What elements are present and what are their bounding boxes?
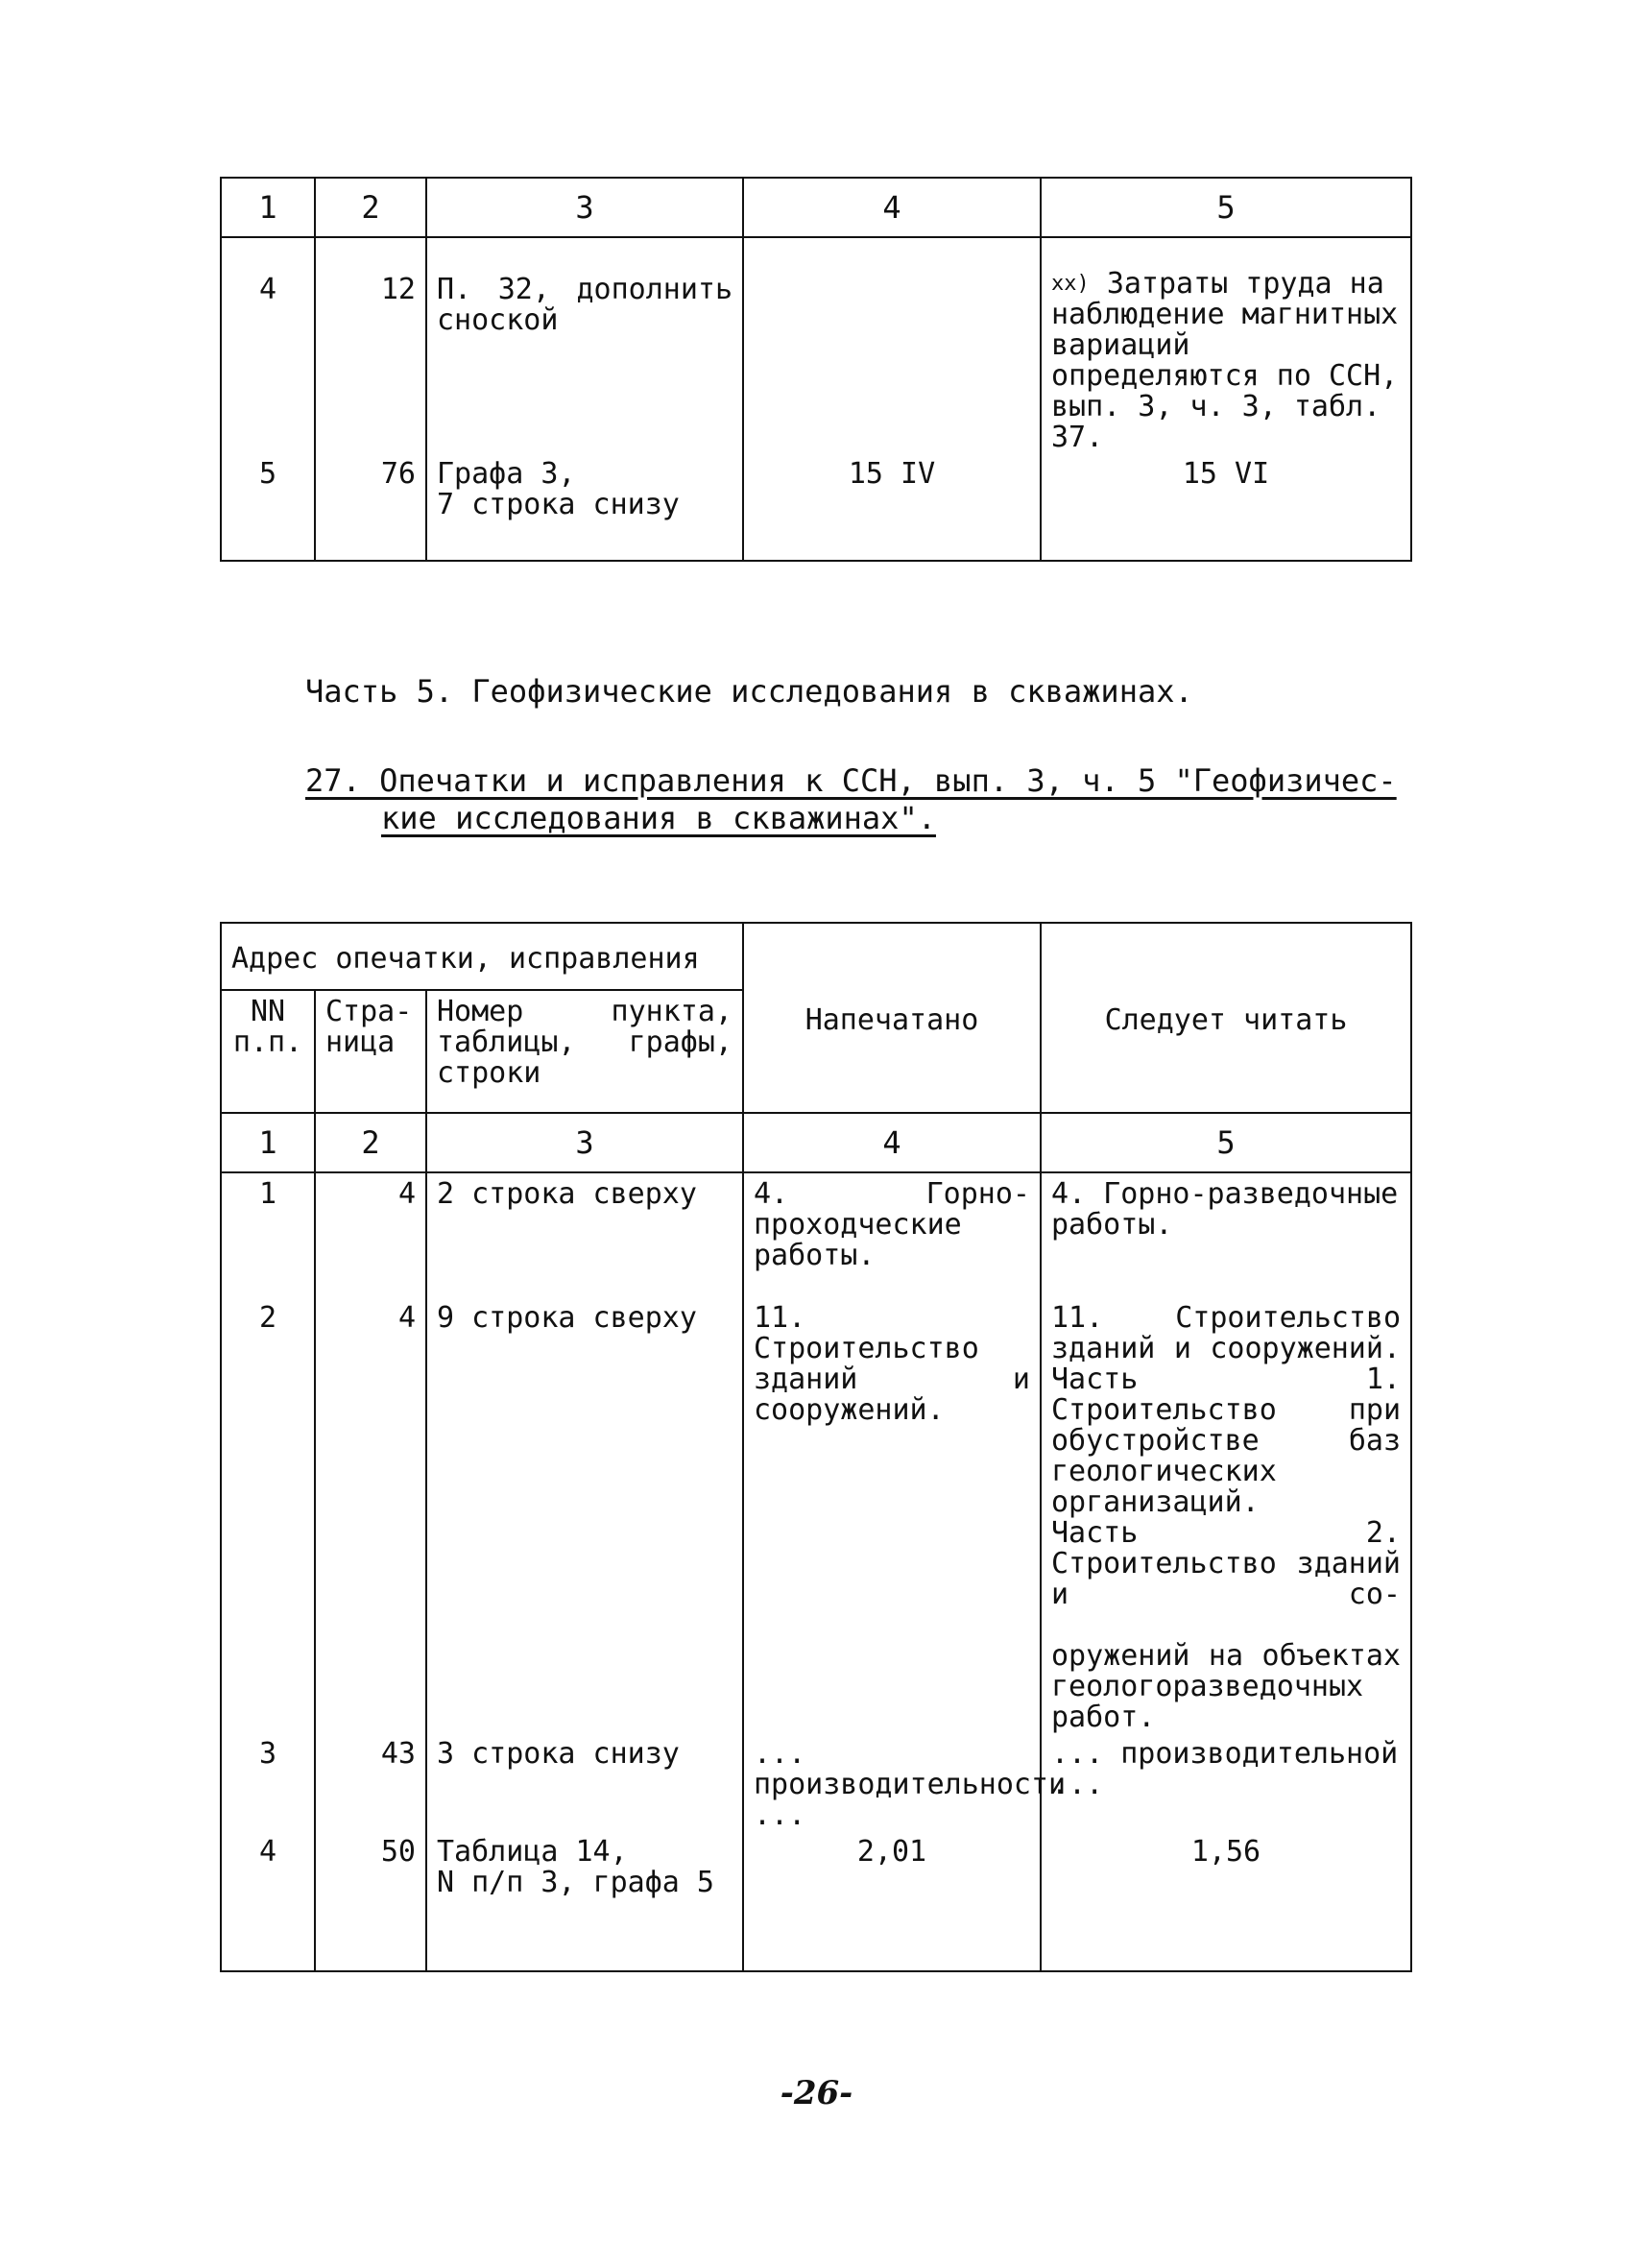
row-correct-text: Затраты труда на наблюдение магнитных вариаций определяются по ССН, вып. 3, ч. 3, табл. 37. [1051,267,1399,454]
address-header: Адрес опечатки, исправления [221,923,743,990]
col-number-4: 4 [743,1113,1041,1172]
row-page: 12 [315,237,426,453]
row-page: 76 [315,453,426,561]
errata-table [220,922,1412,1972]
table-row [221,237,1411,453]
row-address: П. 32, дополнить сноской [426,237,743,453]
row-address [426,1831,743,1971]
table-row [221,1733,1411,1831]
row-address: 9 строка сверху [426,1297,743,1733]
row-correct-d: оружений на объектах геологоразведочных работ. [1051,1639,1401,1734]
row-correct-b: Часть 1. Строительство при обустройстве баз геологических организаций. [1051,1363,1401,1519]
col-number-5: 5 [1041,1113,1411,1172]
table-row [221,453,1411,561]
row-address-line-2: N п/п 3, графа 5 [437,1866,714,1899]
row-correct [1041,1297,1411,1733]
errata-table-continuation [220,177,1412,562]
col-number-4: 4 [743,178,1041,237]
footnote-mark: xx) [1051,272,1090,296]
section-title-line-2: кие исследования в скважинах". [381,800,936,836]
row-page: 4 [315,1172,426,1297]
col-number-2: 2 [315,1113,426,1172]
part-heading: Часть 5. Геофизические исследования в скважинах. [305,673,1193,710]
row-address: 2 строка сверху [426,1172,743,1297]
row-correct-c: Часть 2. Строительство зданий и со- [1051,1516,1401,1611]
column-numbers-row [221,1113,1411,1172]
col-number-1: 1 [221,1113,315,1172]
row-correct-a: 11. Строительство зданий и сооружений. [1051,1301,1401,1365]
row-printed: 4. Горно-проходческие работы. [743,1172,1041,1297]
table-row [221,1831,1411,1971]
row-page: 4 [315,1297,426,1733]
row-nn: 2 [221,1297,315,1733]
row-address-line-1: Графа 3, [437,457,576,491]
col-number-3: 3 [426,1113,743,1172]
printed-header: Напечатано [743,923,1041,1113]
row-correct: 4. Горно-разведочные работы. [1041,1172,1411,1297]
row-printed: 15 IV [743,453,1041,561]
row-nn: 3 [221,1733,315,1831]
row-printed: 11. Строительство зданий и сооружений. [743,1297,1041,1733]
col-number-3: 3 [426,178,743,237]
col-number-2: 2 [315,178,426,237]
row-address: 3 строка снизу [426,1733,743,1831]
row-correct: 1,56 [1041,1831,1411,1971]
row-nn: 4 [221,237,315,453]
correct-header: Следует читать [1041,923,1411,1113]
row-correct: 15 VI [1041,453,1411,561]
row-correct: ... производительной ... [1041,1733,1411,1831]
section-title-line-1: 27. Опечатки и исправления к ССН, вып. 3, ч. 5 "Геофизичес- [305,762,1397,799]
table-row [221,1297,1411,1733]
row-page: 43 [315,1733,426,1831]
address-header-row [221,923,1411,990]
table-header-row [221,178,1411,237]
row-printed: 2,01 [743,1831,1041,1971]
row-nn: 5 [221,453,315,561]
row-nn: 1 [221,1172,315,1297]
page-header: Стра- ница [315,990,426,1113]
nn-header: NN п.п. [221,990,315,1113]
row-printed: ... производительности ... [743,1733,1041,1831]
col-number-1: 1 [221,178,315,237]
row-printed [743,237,1041,453]
row-address-line-1: Таблица 14, [437,1835,628,1869]
row-nn: 4 [221,1831,315,1971]
col-number-5: 5 [1041,178,1411,237]
row-page: 50 [315,1831,426,1971]
row-correct [1041,237,1411,453]
table-row [221,1172,1411,1297]
page-number: -26- [780,2074,853,2112]
item-header: Номер пункта, таблицы, графы, строки [426,990,743,1113]
row-address [426,453,743,561]
row-address-line-2: 7 строка снизу [437,488,680,521]
